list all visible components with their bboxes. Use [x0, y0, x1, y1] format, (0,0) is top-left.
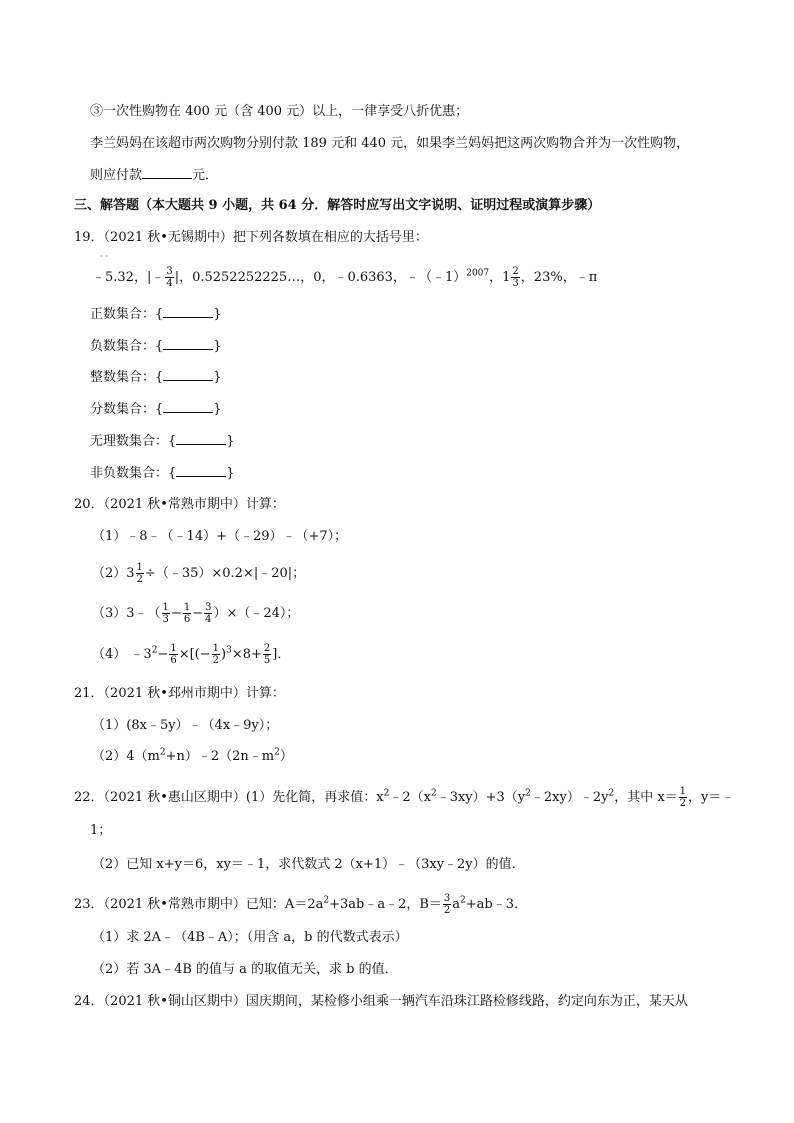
frac-num: 1	[212, 643, 220, 654]
fraction	[443, 893, 451, 916]
answer-blank[interactable]	[163, 305, 213, 318]
q23-part1: （1）求 2A﹣（4B﹣A）；（用含 a，b 的代数式表示）	[92, 930, 408, 945]
frac-den: 5	[263, 655, 271, 666]
frac-num: 3	[443, 893, 451, 904]
q22-part2: （2）已知 x+y＝6，xy＝﹣1，求代数式 2（x+1）﹣（3xy﹣2y）的值．	[92, 857, 525, 872]
set-positive	[90, 305, 222, 324]
set-end: }	[213, 370, 222, 385]
q22-head-pre: 22．（2021 秋•惠山区期中）(1）先化简，再求值：x	[74, 790, 384, 805]
set-label: 负数集合：{	[90, 339, 164, 354]
q20-part1: （1）﹣8﹣（﹣14）+（﹣29）﹣（+7）；	[92, 529, 348, 544]
frac-den: 2	[212, 655, 220, 666]
q21-p2-pre: （2）4（m	[92, 749, 160, 764]
frac-den: 2	[136, 574, 143, 585]
set-label: 分数集合：{	[90, 402, 164, 417]
set-end: }	[226, 466, 235, 481]
q18-line3	[90, 166, 218, 185]
q19-numbers-a: ﹣5.32，|﹣	[92, 270, 165, 285]
exponent: 2	[430, 788, 437, 799]
exponent: 2	[525, 788, 531, 799]
exponent: 3	[226, 645, 232, 656]
q18-line3-suffix: 元．	[192, 168, 219, 183]
q21-part1: （1）(8x﹣5y）﹣（4x﹣9y）；	[92, 718, 279, 733]
frac-den: 2	[443, 905, 451, 916]
fraction	[183, 602, 191, 625]
fraction	[204, 602, 212, 625]
fraction	[212, 643, 220, 666]
q20-p3-pre: （3）3﹣（	[92, 606, 161, 621]
q20-p2-post: ÷（﹣35）×0.2×|﹣20|；	[144, 566, 306, 581]
q23-head-pre: 23．（2021 秋•常熟市期中）已知：A＝2a	[74, 897, 324, 912]
q20-p3-post: ）×（﹣24）；	[213, 606, 300, 621]
q23-m1: +3ab﹣a﹣2，B＝	[329, 897, 442, 912]
section-title: 三、解答题（本大题共 9 小题，共 64 分．解答时应写出文字说明、证明过程或演算步骤）	[74, 198, 601, 213]
q21-p2-post: ）	[279, 749, 293, 764]
set-end: }	[213, 307, 222, 322]
answer-blank[interactable]	[176, 432, 226, 445]
set-nonnegative	[90, 464, 235, 483]
frac-num: 2	[263, 643, 271, 654]
repeating-decimal-dots: ··	[100, 252, 112, 261]
frac-num: 1	[162, 602, 169, 613]
q22-m5: ，y＝﹣	[688, 790, 735, 805]
q18-line2: 李兰妈妈在该超市两次购物分别付款 189 元和 440 元，如果李兰妈妈把这两次购物合并为一次性购物，	[90, 136, 690, 151]
q23-m3: +ab﹣3．	[465, 897, 528, 912]
q20-head: 20．（2021 秋•常熟市期中）计算：	[74, 497, 285, 512]
q19-numbers-c: ，1	[489, 270, 511, 285]
q19-numbers-b: |，0.5252252225…，0，﹣0.6363，﹣（﹣1）	[174, 270, 467, 285]
q22-m2: ﹣3xy）+3（y	[436, 790, 526, 805]
frac-den: 4	[205, 614, 212, 625]
frac-num: 2	[512, 266, 519, 277]
set-end: }	[213, 402, 222, 417]
q24-head: 24．（2021 秋•铜山区期中）国庆期间，某检修小组乘一辆汽车沿珠江路检修线路，约定向东为正，某天从	[74, 994, 688, 1009]
frac-den: 4	[166, 278, 173, 289]
fraction	[162, 602, 170, 625]
minus-sign: −	[170, 606, 182, 621]
q21-head: 21．（2021 秋•邳州市期中）计算：	[74, 686, 285, 701]
exponent: 2007	[466, 268, 490, 279]
set-integer	[90, 368, 222, 387]
frac-num: 1	[136, 562, 143, 573]
answer-blank[interactable]	[163, 400, 213, 413]
q22-m4: ，其中 x＝	[614, 790, 678, 805]
q23-head	[74, 893, 527, 916]
answer-blank[interactable]	[163, 337, 213, 350]
frac-den: 2	[679, 798, 687, 809]
frac-den: 3	[512, 278, 519, 289]
q22-m3: ﹣2xy）﹣2y	[530, 790, 609, 805]
q20-p4-pre: （4） ﹣3	[92, 647, 152, 662]
answer-blank[interactable]	[142, 166, 192, 179]
fraction	[511, 266, 519, 289]
frac-num: 3	[205, 602, 212, 613]
answer-blank[interactable]	[176, 464, 226, 477]
q20-p4-mid2: )	[221, 647, 227, 662]
q20-part2	[92, 562, 305, 585]
set-fraction	[90, 400, 222, 419]
fraction	[263, 643, 271, 666]
set-label: 非负数集合：{	[90, 466, 177, 481]
q20-part3	[92, 602, 299, 625]
q21-part2	[92, 748, 293, 766]
q19-head: 19．（2021 秋•无锡期中）把下列各数填在相应的大括号里：	[74, 230, 428, 245]
set-negative	[90, 337, 222, 356]
q20-part4	[92, 643, 290, 666]
minus-sign: −	[192, 606, 204, 621]
q19-numbers-d: ，23%，﹣π	[520, 270, 598, 285]
set-end: }	[226, 434, 235, 449]
frac-den: 6	[183, 614, 191, 625]
frac-num: 1	[183, 602, 191, 613]
frac-num: 3	[166, 266, 173, 277]
fraction	[679, 786, 687, 809]
exponent: 2	[151, 645, 158, 656]
exponent: 2	[159, 747, 166, 758]
set-label: 无理数集合：{	[90, 434, 177, 449]
fraction	[136, 562, 144, 585]
exponent: 2	[274, 747, 280, 758]
q23-m2: a	[452, 897, 461, 912]
q22-head	[74, 786, 734, 809]
answer-blank[interactable]	[163, 368, 213, 381]
exponent: 2	[608, 788, 615, 799]
q20-p4-post: ]．	[272, 647, 291, 662]
exponent: 2	[323, 895, 330, 906]
q20-p4-mid: ×[(−	[178, 647, 211, 662]
q21-p2-mid: +n）﹣2（2n﹣m	[165, 749, 275, 764]
q23-part2: （2）若 3A﹣4B 的值与 a 的取值无关，求 b 的值．	[92, 962, 398, 977]
q22-m1: ﹣2（x	[389, 790, 431, 805]
fraction	[165, 266, 173, 289]
q20-p4-mid3: ×8+	[231, 647, 262, 662]
q22-continuation: 1；	[90, 823, 112, 838]
exponent: 2	[460, 895, 466, 906]
exponent: 2	[383, 788, 390, 799]
set-end: }	[213, 339, 222, 354]
q20-p2-pre: （2）3	[92, 566, 135, 581]
set-label: 整数集合：{	[90, 370, 164, 385]
set-irrational	[90, 432, 235, 451]
q18-line3-prefix: 则应付款	[90, 168, 143, 183]
frac-den: 6	[170, 655, 177, 666]
frac-den: 3	[162, 614, 169, 625]
set-label: 正数集合：{	[90, 307, 164, 322]
q19-numbers	[92, 266, 597, 289]
q18-item3: ③一次性购物在 400 元（含 400 元）以上，一律享受八折优惠；	[90, 104, 469, 119]
fraction	[169, 643, 177, 666]
minus-sign: −	[157, 647, 169, 662]
frac-num: 1	[679, 786, 687, 797]
frac-num: 1	[170, 643, 177, 654]
